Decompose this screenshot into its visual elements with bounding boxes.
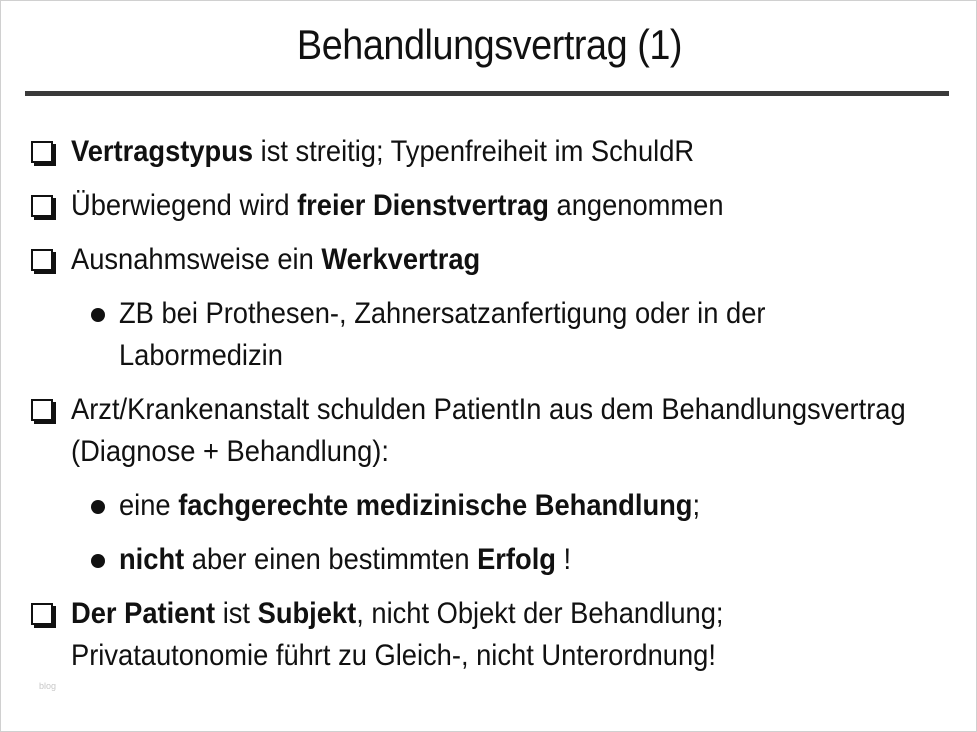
bold-term: nicht: [119, 543, 185, 576]
checkbox-icon: [31, 141, 53, 163]
list-item: [31, 239, 961, 281]
text-segment: ist: [215, 597, 258, 630]
bullet-dot-icon: [91, 500, 105, 514]
text-line: Arzt/Krankenanstalt schulden PatientIn aus dem Behandlungsvertrag: [71, 393, 906, 426]
text-line: (Diagnose + Behandlung):: [71, 435, 389, 468]
text-segment: angenommen: [548, 189, 724, 222]
list-item: [31, 593, 961, 677]
list-item-text: [119, 293, 765, 377]
watermark-text: blog: [39, 681, 57, 691]
text-segment: ist streitig; Typenfreiheit im SchuldR: [253, 135, 695, 168]
checkbox-icon: [31, 603, 53, 625]
bold-term: Subjekt: [257, 597, 357, 630]
sub-list-item: [31, 539, 961, 581]
list-item-text: [71, 239, 480, 281]
list-item-text: [71, 131, 694, 173]
text-segment: Überwiegend wird: [71, 189, 298, 222]
bold-term: Werkvertrag: [321, 243, 481, 276]
list-item: [31, 131, 961, 173]
slide-title: Behandlungsvertrag (1): [296, 21, 683, 68]
text-segment: aber einen bestimmten: [184, 543, 478, 576]
text-line: Privatautonomie führt zu Gleich-, nicht Unterordnung!: [71, 639, 716, 672]
bold-term: freier Dienstvertrag: [297, 189, 549, 222]
text-segment: ;: [692, 489, 701, 522]
text-segment: , nicht Objekt der Behandlung;: [356, 597, 724, 630]
bold-term: fachgerechte medizinische Behandlung: [178, 489, 693, 522]
text-line: ZB bei Prothesen-, Zahnersatzanfertigung oder in der: [119, 297, 766, 330]
text-segment: !: [555, 543, 572, 576]
bullet-dot-icon: [91, 308, 105, 322]
bold-term: Erfolg: [477, 543, 556, 576]
bold-term: Vertragstypus: [71, 135, 254, 168]
checkbox-icon: [31, 195, 53, 217]
bold-term: Der Patient: [71, 597, 216, 630]
title-divider: [25, 91, 949, 96]
checkbox-icon: [31, 249, 53, 271]
sub-list-item: [31, 293, 961, 377]
text-line: Labormedizin: [119, 339, 283, 372]
bullet-list: [31, 131, 961, 689]
sub-list-item: [31, 485, 961, 527]
text-segment: eine: [119, 489, 179, 522]
list-item-text: [71, 389, 906, 473]
text-segment: Ausnahmsweise ein: [71, 243, 322, 276]
list-item-text: [119, 485, 700, 527]
list-item: [31, 389, 961, 473]
list-item-text: [71, 185, 724, 227]
list-item: [31, 185, 961, 227]
checkbox-icon: [31, 399, 53, 421]
bullet-dot-icon: [91, 554, 105, 568]
list-item-text: [71, 593, 723, 677]
list-item-text: [119, 539, 571, 581]
